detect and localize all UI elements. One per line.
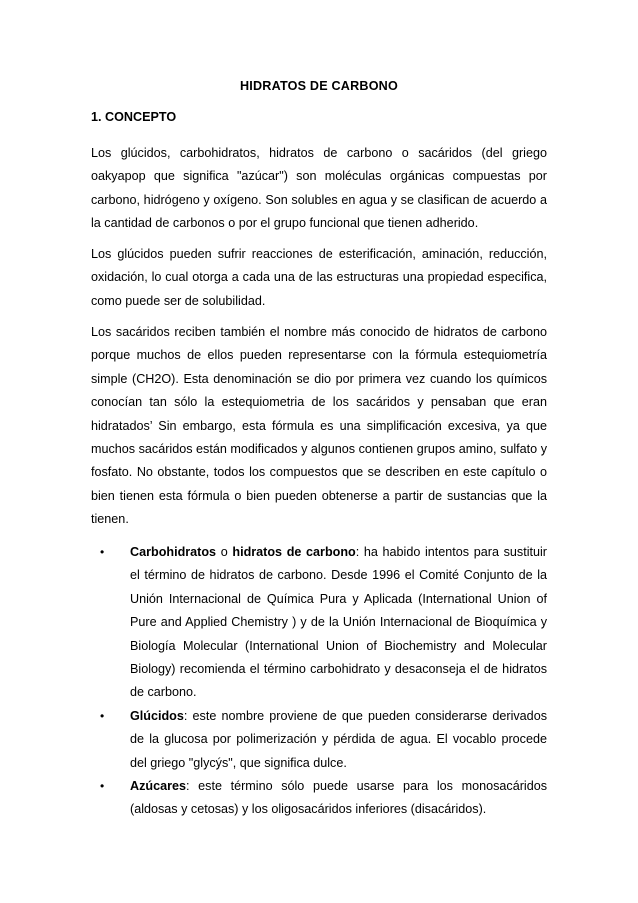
list-item-carbohidratos [91, 541, 547, 705]
section-heading: 1. CONCEPTO [91, 110, 177, 124]
bullet-icon: • [100, 545, 105, 559]
term-glucidos: Glúcidos [130, 708, 184, 723]
definition-text: : este nombre proviene de que pueden considerarse derivados de la glucosa por polimerización y pérdida de agua. El vocablo procede del griego "glycýs", que significa dulce. [130, 708, 547, 770]
list-item-glucidos [91, 705, 547, 775]
term-azucares: Azúcares [130, 779, 187, 794]
paragraph-1: Los glúcidos, carbohidratos, hidratos de carbono o sacáridos (del griego oakyapop que significa "azúcar") son moléculas orgánicas compuestas por carbono, hidrógeno y oxígeno. Son solubles en agua y se clasifican de acuerdo a la cantidad de carbonos o por el grupo funcional que tienen adherido. [91, 146, 547, 231]
term-connector: o [216, 545, 233, 559]
definition-list [91, 541, 547, 822]
term-carbohidratos: Carbohidratos [130, 545, 217, 559]
document-title: HIDRATOS DE CARBONO [240, 79, 398, 93]
definition-text: : este término sólo puede usarse para los monosacáridos (aldosas y cetosas) y los oligosacáridos inferiores (disacáridos). [130, 779, 547, 817]
paragraph-2: Los glúcidos pueden sufrir reacciones de esterificación, aminación, reducción, oxidación, lo cual otorga a cada una de las estructuras una propiedad especifica, como puede ser de solubilidad. [91, 247, 547, 308]
paragraph-3: Los sacáridos reciben también el nombre más conocido de hidratos de carbono porque muchos de ellos pueden representarse con la fórmula estequiometría simple (CH2O). Esta denominación se dio por primera vez cuando los químicos conocían tan sólo la estequiometria de los sacáridos y pensaban que eran hidratados’ Sin embargo, esta fórmula es una simplificación excesiva, ya que muchos sacáridos están modificados y algunos contienen grupos amino, sulfato y fosfato. No obstante, todos los compuestos que se describen en este capítulo o bien tienen esta fórmula o bien pueden obtenerse a partir de sustancias que la tienen. [91, 325, 547, 527]
bullet-icon: • [100, 708, 105, 723]
definition-text: : ha habido intentos para sustituir el término de hidratos de carbono. Desde 1996 el Comité Conjunto de la Unión Internacional de Química Pura y Aplicada (International Union of Pure and Applied Chemistry ) y de la Unión Internacional de Bioquímica y Biología Molecular (International Union of Biochemistry and Molecular Biology) recomienda el término carbohidrato y desaconseja el de hidratos de carbono. [130, 545, 547, 700]
list-item-azucares [91, 775, 547, 822]
bullet-icon: • [100, 779, 105, 794]
term-hidratos-de-carbono: hidratos de carbono [232, 545, 356, 559]
